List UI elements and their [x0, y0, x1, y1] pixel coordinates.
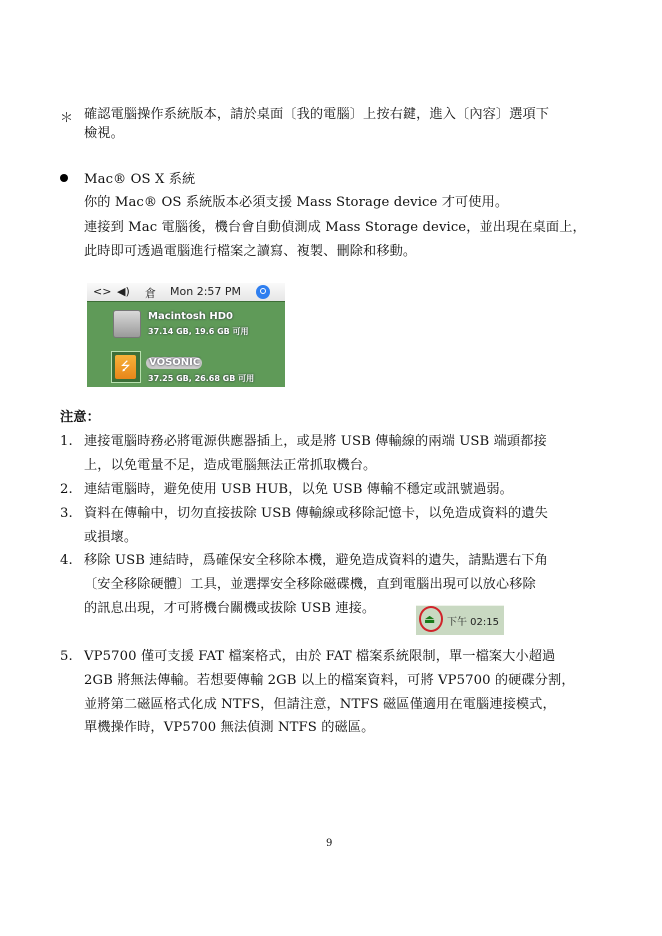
note-line: 檢視。: [84, 126, 124, 141]
drive-info: 37.25 GB, 26.68 GB 可用: [148, 374, 255, 383]
note-item-line: 2GB 將無法傳輸。若想要傳輸 2GB 以上的檔案資料，可將 VP5700 的硬碟分割，: [84, 673, 575, 688]
note-item-line: 〔安全移除硬體〕工具，並選擇安全移除磁碟機，直到電腦出現可以放心移除: [84, 577, 536, 592]
menubar-clock: Mon 2:57 PM: [170, 285, 242, 298]
safely-remove-hardware-icon: ⏏: [424, 612, 436, 626]
note-item-line: 資料在傳輸中，切勿直接拔除 USB 傳輸線或移除記憶卡，以免造成資料的遺失: [84, 506, 548, 521]
hard-drive-icon: [113, 310, 141, 338]
item-number: 3.: [60, 506, 73, 521]
note-item-line: VP5700 僅可支援 FAT 檔案格式，由於 FAT 檔案系統限制，單一檔案大小超過: [84, 649, 556, 664]
note-item-line: 上，以免電量不足，造成電腦無法正常抓取機台。: [84, 458, 377, 473]
input-menu-icon: 倉: [145, 287, 156, 300]
note-item-line: 的訊息出現，才可將機台關機或拔除 USB 連接。: [84, 601, 376, 616]
arrows-icon: <>: [93, 285, 112, 298]
section-heading: Mac® OS X 系統: [84, 172, 196, 187]
tray-clock: 下午 02:15: [447, 617, 499, 628]
mac-menubar: [87, 283, 285, 302]
bullet-icon: [60, 174, 68, 182]
note-item-line: 並將第二磁區格式化成 NTFS，但請注意，NTFS 磁區僅適用在電腦連接模式，: [84, 697, 556, 712]
usb-drive-icon: ⭍: [111, 351, 141, 383]
drive-name: Macintosh HD0: [148, 311, 234, 322]
drive-info: 37.14 GB, 19.6 GB 可用: [148, 327, 249, 336]
system-tray-screenshot: [416, 605, 504, 635]
volume-icon: ◀): [117, 285, 130, 298]
note-item-line: 連接電腦時務必將電源供應器插上，或是將 USB 傳輸線的兩端 USB 端頭都接: [84, 434, 547, 449]
notes-title: 注意：: [60, 410, 100, 425]
item-number: 5.: [60, 649, 73, 664]
item-number: 2.: [60, 482, 73, 497]
note-item-line: 移除 USB 連結時，爲確保安全移除本機，避免造成資料的遺失，請點選右下角: [84, 553, 548, 568]
note-item-line: 連結電腦時，避免使用 USB HUB，以免 USB 傳輸不穩定或訊號過弱。: [84, 482, 513, 497]
note-line: 確認電腦操作系統版本，請於桌面〔我的電腦〕上按右鍵，進入〔內容〕選項下: [84, 107, 550, 122]
mac-desktop-screenshot: [87, 283, 285, 387]
page-number: 9: [326, 838, 333, 849]
item-number: 1.: [60, 434, 73, 449]
asterisk-marker: ＊: [60, 111, 74, 126]
paragraph-line: 此時即可透過電腦進行檔案之讀寫、複製、刪除和移動。: [84, 244, 417, 259]
drive-name: VOSONIC: [149, 357, 201, 368]
paragraph-line: 你的 Mac® OS 系統版本必須支援 Mass Storage device 才可使用。: [84, 195, 509, 210]
spotlight-search-icon: [256, 285, 270, 299]
note-item-line: 單機操作時，VP5700 無法偵測 NTFS 的磁區。: [84, 720, 375, 735]
item-number: 4.: [60, 553, 73, 568]
paragraph-line: 連接到 Mac 電腦後，機台會自動偵測成 Mass Storage device，並出現在桌面上，: [84, 220, 586, 235]
note-item-line: 或損壞。: [84, 530, 138, 545]
